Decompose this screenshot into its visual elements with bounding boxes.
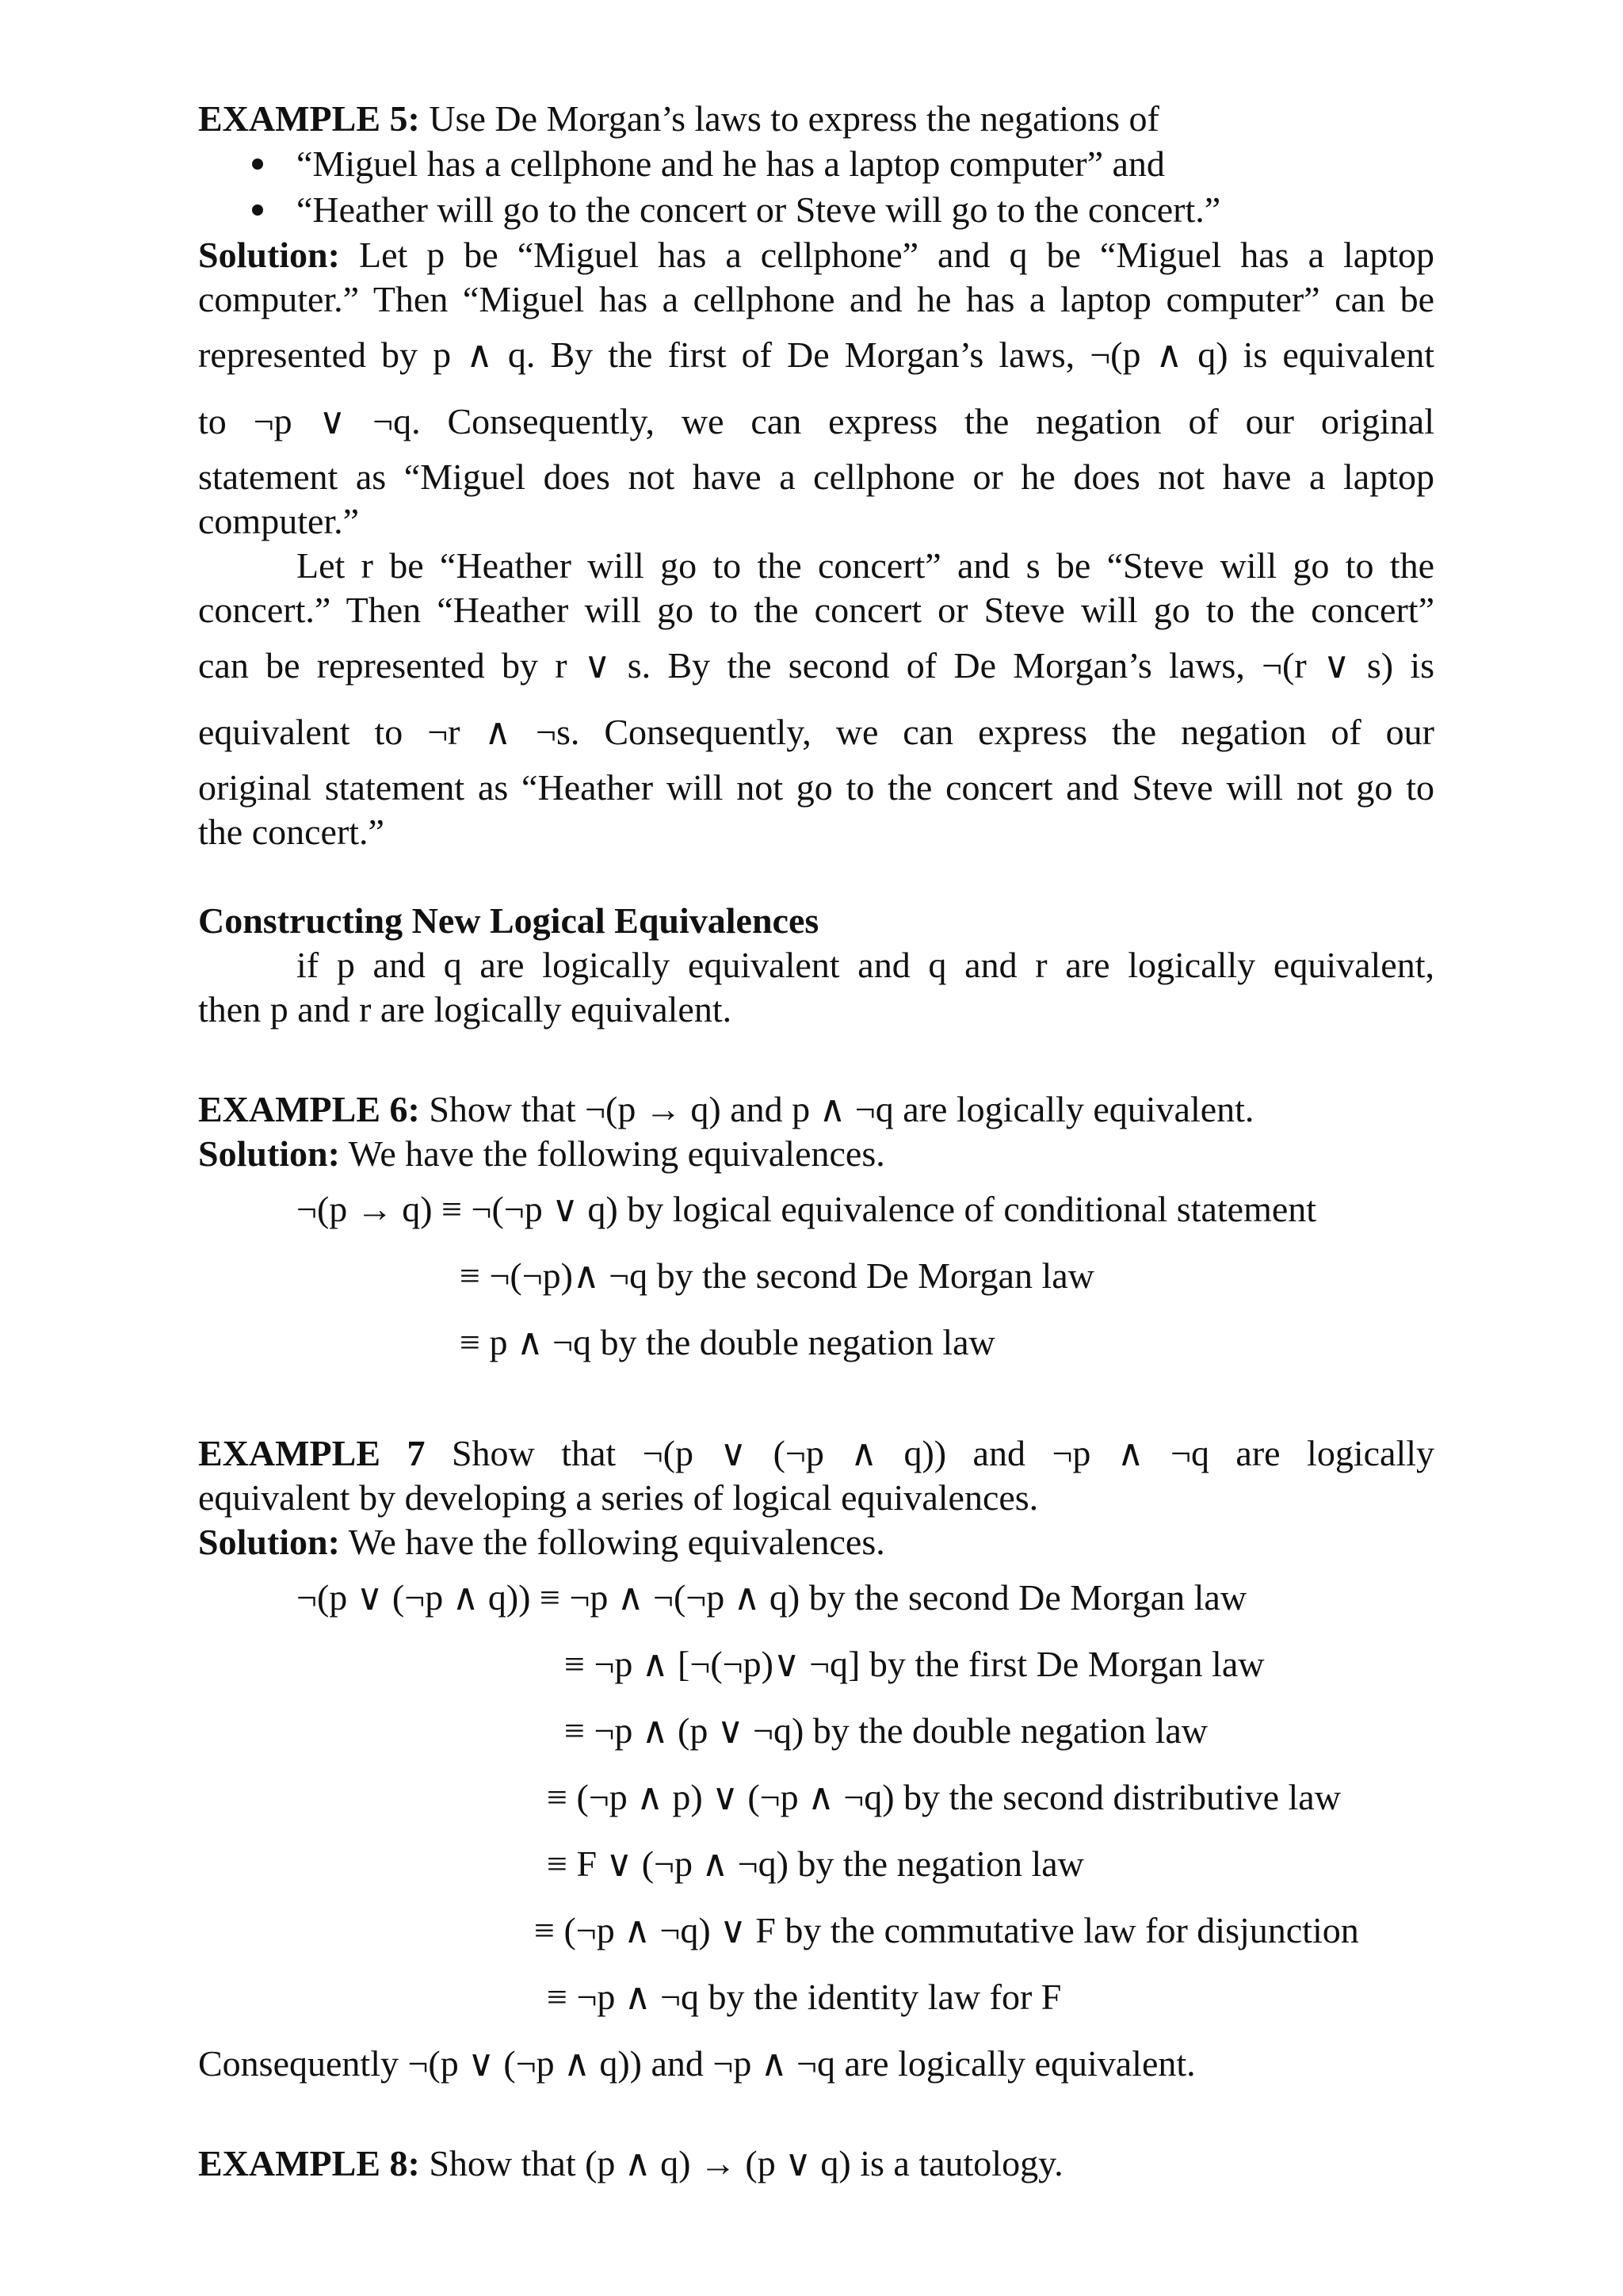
example5-heading: EXAMPLE 5: (198, 98, 420, 139)
example6-solution-line: Solution: We have the following equivalences. (198, 1133, 885, 1174)
document-page (198, 97, 1434, 2186)
paragraph-line: can be represented by r ∨ s. By the second of De Morgan’s laws, ¬(r ∨ s) is (198, 645, 1434, 686)
paragraph-line: if p and q are logically equivalent and q and r are logically equivalent, (296, 945, 1434, 985)
paragraph-line: to ¬p ∨ ¬q. Consequently, we can express the negation of our original (198, 401, 1434, 441)
list-item (198, 141, 1434, 187)
example5-intro: Use De Morgan’s laws to express the negations of (419, 98, 1159, 139)
example6-heading: EXAMPLE 6: (198, 1089, 420, 1129)
paragraph-line: original statement as “Heather will not go to the concert and Steve will not go to (198, 767, 1434, 808)
solution-label: Solution: (198, 1133, 340, 1174)
example7-statement: Show that ¬(p ∨ (¬p ∧ q)) and ¬p ∧ ¬q are logically (425, 1433, 1435, 1473)
paragraph-line: computer.” (198, 501, 360, 541)
paragraph-line: represented by p ∧ q. By the first of De Morgan’s laws, ¬(p ∧ q) is equivalent (198, 334, 1434, 375)
paragraph-line: equivalent to ¬r ∧ ¬s. Consequently, we can express the negation of our (198, 712, 1434, 752)
equivalence-step: ≡ ¬p ∧ ¬q by the identity law for F (547, 1977, 1062, 2017)
equivalence-step: ≡ F ∨ (¬p ∧ ¬q) by the negation law (547, 1843, 1084, 1884)
solution-label: Solution: (198, 235, 340, 275)
equivalence-step: ≡ ¬p ∧ (p ∨ ¬q) by the double negation law (564, 1710, 1209, 1751)
paragraph-line: then p and r are logically equivalent. (198, 989, 732, 1030)
example8-heading: EXAMPLE 8: (198, 2143, 420, 2183)
example5-solution-line (198, 233, 1434, 277)
example5-bullet-list (198, 141, 1434, 233)
paragraph-line: Let p be “Miguel has a cellphone” and q be “Miguel has a laptop (339, 235, 1434, 275)
equivalence-step: ≡ ¬(¬p)∧ ¬q by the second De Morgan law (460, 1255, 1094, 1296)
list-item (198, 187, 1434, 233)
equivalence-step: ¬(p ∨ (¬p ∧ q)) ≡ ¬p ∧ ¬(¬p ∧ q) by the second De Morgan law (296, 1577, 1247, 1618)
paragraph-line: computer.” Then “Miguel has a cellphone and he has a laptop computer” can be (198, 279, 1434, 319)
equivalence-step: ≡ (¬p ∧ ¬q) ∨ F by the commutative law for disjunction (534, 1910, 1359, 1950)
example8-title-line (198, 2141, 1434, 2186)
example8-statement: Show that (p ∧ q) → (p ∨ q) is a tautology. (419, 2143, 1064, 2183)
example6-statement: Show that ¬(p → q) and p ∧ ¬q are logically equivalent. (419, 1089, 1254, 1129)
bullet-icon (252, 204, 263, 216)
solution-label: Solution: (198, 1522, 340, 1562)
example6-title-line (198, 1087, 1434, 1132)
bullet-text: “Miguel has a cellphone and he has a laptop computer” and (296, 143, 1165, 184)
equivalence-step: ≡ (¬p ∧ p) ∨ (¬p ∧ ¬q) by the second distributive law (547, 1777, 1341, 1817)
example7-title-line (198, 1431, 1434, 1476)
paragraph-line: statement as “Miguel does not have a cellphone or he does not have a laptop (198, 457, 1434, 497)
example7-conclusion: Consequently ¬(p ∨ (¬p ∧ q)) and ¬p ∧ ¬q are logically equivalent. (198, 2043, 1196, 2084)
equivalence-step: ≡ ¬p ∧ [¬(¬p)∨ ¬q] by the first De Morgan law (564, 1644, 1265, 1684)
example7-solution-line: Solution: We have the following equivalences. (198, 1522, 885, 1562)
section-heading: Constructing New Logical Equivalences (198, 900, 819, 941)
example5-title-line (198, 97, 1434, 141)
paragraph-line: the concert.” (198, 812, 384, 852)
equivalence-step: ≡ p ∧ ¬q by the double negation law (460, 1322, 995, 1362)
paragraph-line: concert.” Then “Heather will go to the concert or Steve will go to the concert” (198, 590, 1434, 630)
bullet-icon (252, 159, 263, 170)
example7-heading: EXAMPLE 7 (198, 1433, 426, 1473)
bullet-text: “Heather will go to the concert or Steve will go to the concert.” (296, 189, 1221, 230)
equivalence-step: ¬(p → q) ≡ ¬(¬p ∨ q) by logical equivalence of conditional statement (296, 1189, 1317, 1229)
paragraph-line: equivalent by developing a series of logical equivalences. (198, 1477, 1039, 1518)
paragraph-line: Let r be “Heather will go to the concert” and s be “Steve will go to the (296, 545, 1434, 586)
